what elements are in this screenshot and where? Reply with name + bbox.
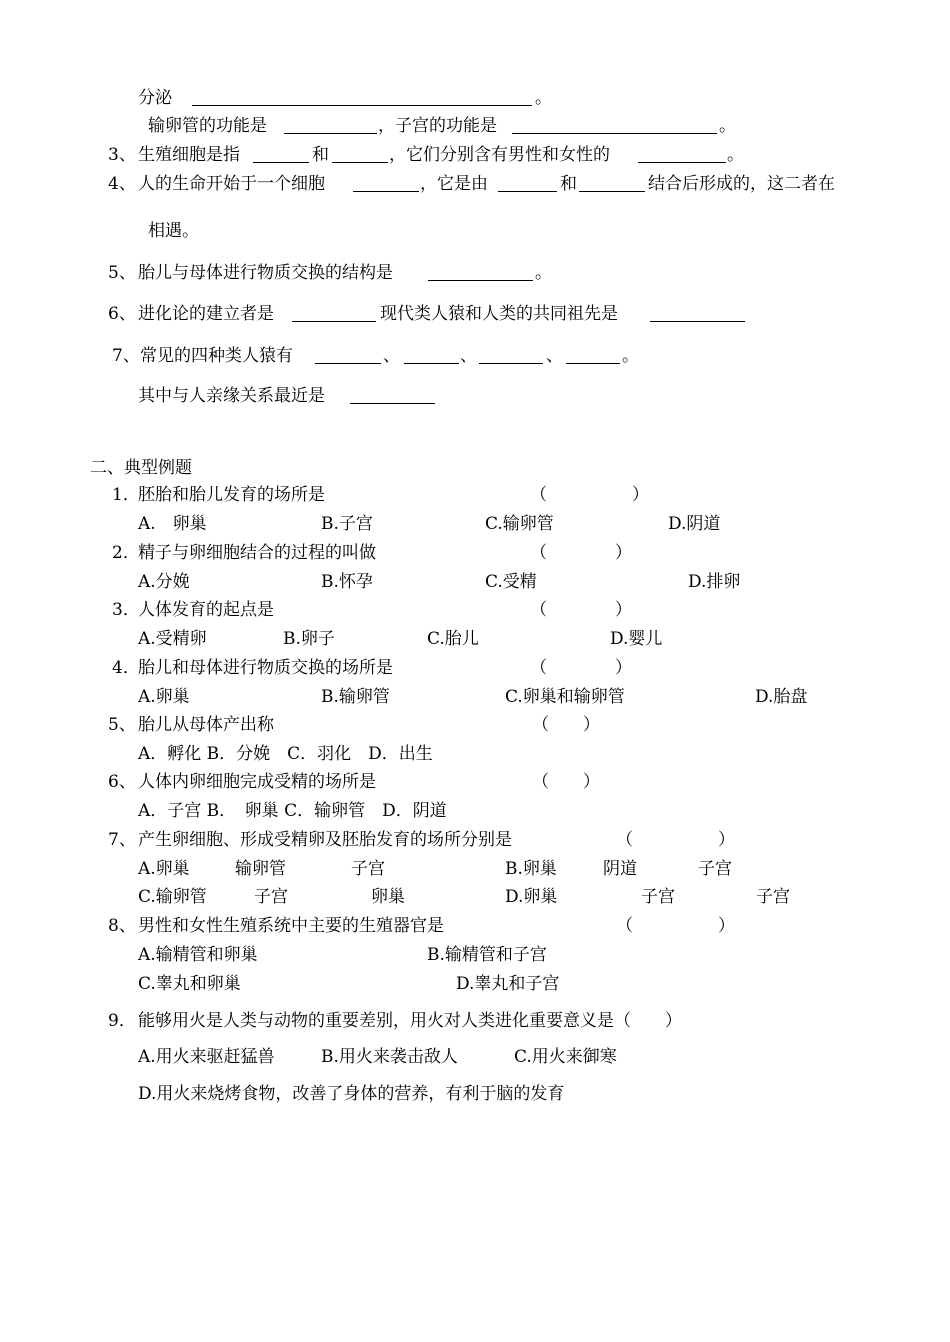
- answer-blank[interactable]: [498, 173, 557, 192]
- answer-blank[interactable]: [332, 144, 388, 163]
- question-3: [0, 598, 950, 622]
- answer-blank[interactable]: [512, 115, 717, 134]
- answer-paren[interactable]: （ ）: [530, 600, 632, 620]
- answer-blank[interactable]: [353, 173, 419, 192]
- answer-blank[interactable]: [404, 345, 459, 364]
- option-text: 卵巢: [371, 887, 405, 907]
- question-stem: 精子与卵细胞结合的过程的叫做: [138, 543, 376, 563]
- question-number: 8、: [108, 916, 136, 936]
- option-text: 子宫: [641, 887, 675, 907]
- question-text: 和: [312, 145, 329, 165]
- question-stem: 人体内卵细胞完成受精的场所是: [138, 772, 376, 792]
- question-number: 4、: [108, 174, 136, 194]
- option-d[interactable]: D.排卵: [688, 572, 741, 592]
- option-d[interactable]: D.卵巢: [505, 887, 558, 907]
- option-a[interactable]: A.分娩: [138, 572, 190, 592]
- fill-q3: [0, 143, 950, 167]
- answer-paren[interactable]: （ ）: [616, 916, 735, 936]
- option-d[interactable]: D.胎盘: [755, 687, 808, 707]
- fill-q4: [0, 172, 950, 196]
- option-b[interactable]: B.怀孕: [321, 572, 373, 592]
- question-number: 9．: [108, 1011, 136, 1031]
- question-number: 1．: [112, 485, 140, 505]
- question-text: 进化论的建立者是: [138, 304, 274, 324]
- question-7-options-cd: [0, 885, 950, 909]
- question-text: 现代类人猿和人类的共同祖先是: [380, 304, 618, 324]
- option-text: 子宫: [254, 887, 288, 907]
- option-text: 子宫: [351, 859, 385, 879]
- answer-blank[interactable]: [566, 345, 620, 364]
- option-text: 输卵管: [235, 859, 286, 879]
- question-number: 3、: [108, 145, 136, 165]
- question-stem: 产生卵细胞、形成受精卵及胚胎发育的场所分别是: [138, 830, 512, 850]
- fill-row-fenmi: [0, 86, 950, 110]
- option-a[interactable]: A.卵巢: [138, 859, 190, 879]
- uterus-function-label: ，子宫的功能是: [378, 116, 497, 136]
- question-9-options-abc: [0, 1045, 950, 1069]
- option-b[interactable]: B.卵巢: [505, 859, 557, 879]
- answer-paren[interactable]: （ ）: [616, 830, 735, 850]
- answer-blank[interactable]: [315, 345, 381, 364]
- question-2-options: [0, 570, 950, 594]
- fill-q6: [0, 302, 950, 326]
- fill-q5: [0, 261, 950, 285]
- option-text: 子宫: [698, 859, 732, 879]
- question-stem: 胎儿从母体产出称: [138, 715, 274, 735]
- question-8: [0, 914, 950, 938]
- question-2: [0, 541, 950, 565]
- answer-blank[interactable]: [638, 144, 726, 163]
- question-4: [0, 656, 950, 680]
- question-9-option-d: [0, 1082, 950, 1106]
- option-a[interactable]: A.用火来驱赶猛兽: [138, 1047, 275, 1067]
- question-stem: 胎儿和母体进行物质交换的场所是: [138, 658, 393, 678]
- option-c[interactable]: C.用火来御寒: [514, 1047, 617, 1067]
- answer-blank[interactable]: [579, 173, 645, 192]
- separator: 、: [460, 346, 477, 366]
- question-number: 3．: [112, 600, 140, 620]
- question-1-options: [0, 512, 950, 536]
- option-text: 阴道: [603, 859, 637, 879]
- answer-blank[interactable]: [479, 345, 543, 364]
- option-c[interactable]: C.输卵管: [138, 887, 207, 907]
- option-d[interactable]: D.婴儿: [610, 629, 663, 649]
- question-number: 6、: [108, 772, 136, 792]
- question-5: [0, 713, 950, 737]
- option-b[interactable]: B.输精管和子宫: [427, 945, 547, 965]
- option-a[interactable]: A.卵巢: [138, 687, 190, 707]
- question-stem: 胚胎和胎儿发育的场所是: [138, 485, 325, 505]
- fill-row-oviduct: [0, 114, 950, 138]
- separator: 、: [383, 346, 400, 366]
- question-number: 4．: [112, 658, 140, 678]
- section-title: 二、典型例题: [90, 458, 192, 478]
- option-text: 子宫: [756, 887, 790, 907]
- option-d[interactable]: D.用火来烧烤食物，改善了身体的营养，有利于脑的发育: [138, 1084, 565, 1104]
- answer-blank[interactable]: [253, 144, 309, 163]
- answer-paren[interactable]: （ ）: [530, 485, 649, 505]
- period: 。: [727, 145, 744, 165]
- question-5-options: [0, 742, 950, 766]
- question-7: [0, 828, 950, 852]
- option-b[interactable]: B.子宫: [321, 514, 373, 534]
- answer-paren[interactable]: （ ）: [532, 772, 600, 792]
- answer-paren[interactable]: （ ）: [532, 715, 600, 735]
- option-c[interactable]: C.受精: [485, 572, 537, 592]
- option-c[interactable]: C.卵巢和输卵管: [505, 687, 625, 707]
- question-text: 常见的四种类人猿有: [140, 346, 293, 366]
- answer-blank[interactable]: [350, 385, 435, 404]
- question-1: [0, 483, 950, 507]
- question-stem: 能够用火是人类与动物的重要差别，用火对人类进化重要意义是（ ）: [138, 1011, 682, 1031]
- period: 。: [535, 88, 552, 108]
- question-8-options-ab: [0, 943, 950, 967]
- answer-paren[interactable]: （ ）: [530, 658, 632, 678]
- question-text: 相遇。: [148, 221, 199, 241]
- answer-blank[interactable]: [284, 115, 377, 134]
- answer-blank[interactable]: [192, 87, 532, 106]
- options-line[interactable]: A．子宫 B． 卵巢 C．输卵管 D．阴道: [138, 801, 447, 821]
- question-text: 其中与人亲缘关系最近是: [138, 386, 325, 406]
- option-b[interactable]: B.用火来袭击敌人: [321, 1047, 458, 1067]
- question-text: 生殖细胞是指: [138, 145, 240, 165]
- question-number: 5、: [108, 263, 136, 283]
- question-text: ，它是由: [420, 174, 488, 194]
- question-number: 6、: [108, 304, 136, 324]
- question-text: 胎儿与母体进行物质交换的结构是: [138, 263, 393, 283]
- question-text: 人的生命开始于一个细胞: [138, 174, 325, 194]
- option-a[interactable]: A.输精管和卵巢: [138, 945, 258, 965]
- oviduct-function-label: 输卵管的功能是: [148, 116, 267, 136]
- question-stem: 人体发育的起点是: [138, 600, 274, 620]
- option-a[interactable]: A.受精卵: [138, 629, 207, 649]
- question-text: ，它们分别含有男性和女性的: [389, 145, 610, 165]
- question-text: 结合后形成的，这二者在: [648, 174, 835, 194]
- question-number: 5、: [108, 715, 136, 735]
- question-9: [0, 1009, 950, 1033]
- option-d[interactable]: D.睾丸和子宫: [456, 974, 560, 994]
- answer-paren[interactable]: （ ）: [530, 543, 632, 563]
- question-6: [0, 770, 950, 794]
- fill-q7-continuation: [0, 384, 950, 408]
- question-4-options: [0, 685, 950, 709]
- option-c[interactable]: C.睾丸和卵巢: [138, 974, 241, 994]
- option-a[interactable]: A. 卵巢: [138, 514, 207, 534]
- question-3-options: [0, 627, 950, 651]
- answer-blank[interactable]: [428, 262, 533, 281]
- option-b[interactable]: B.卵子: [283, 629, 335, 649]
- options-line[interactable]: A．孵化 B．分娩 C．羽化 D．出生: [138, 744, 433, 764]
- option-c[interactable]: C.胎儿: [427, 629, 479, 649]
- question-8-options-cd: [0, 972, 950, 996]
- fill-q7: [0, 344, 950, 368]
- question-stem: 男性和女性生殖系统中主要的生殖器官是: [138, 916, 444, 936]
- question-7-options-ab: [0, 857, 950, 881]
- question-number: 7、: [112, 346, 140, 366]
- question-number: 2．: [112, 543, 140, 563]
- period: 。: [535, 263, 552, 283]
- period: 。: [622, 346, 639, 366]
- answer-blank[interactable]: [292, 303, 376, 322]
- question-6-options: [0, 799, 950, 823]
- question-number: 7、: [108, 830, 136, 850]
- option-d[interactable]: D.阴道: [668, 514, 721, 534]
- question-text: 和: [560, 174, 577, 194]
- option-b[interactable]: B.输卵管: [321, 687, 390, 707]
- period: 。: [719, 116, 736, 136]
- option-c[interactable]: C.输卵管: [485, 514, 554, 534]
- separator: 、: [546, 346, 563, 366]
- fenmi-label: 分泌: [138, 88, 172, 108]
- answer-blank[interactable]: [650, 303, 745, 322]
